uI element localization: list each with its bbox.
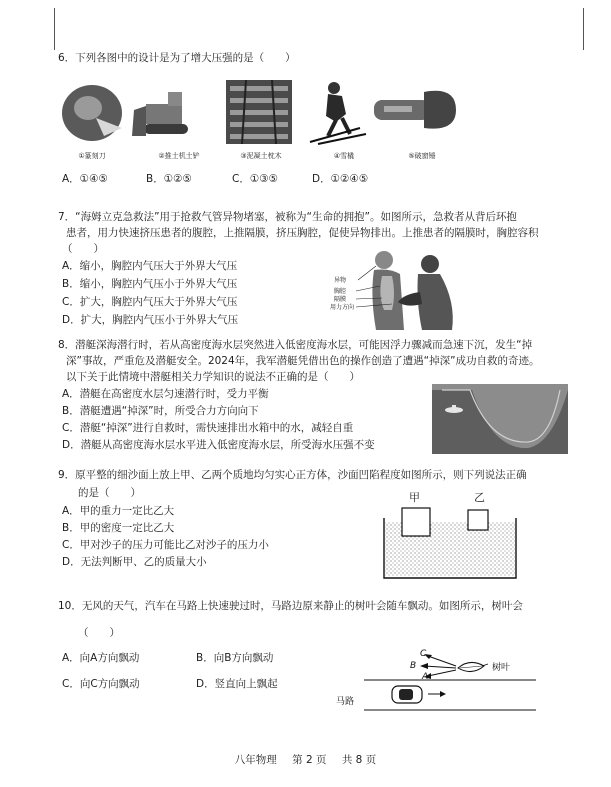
q7-option-d: D．扩大，胸腔内气压小于外界大气压 — [62, 314, 239, 326]
footer-total-pages: 共 8 页 — [341, 754, 377, 766]
q6-caption-3: ③泥凝土枕木 — [240, 152, 282, 160]
q10-option-b: B．向B方向飘动 — [196, 652, 274, 664]
q10-option-c: C．向C方向飘动 — [62, 678, 140, 690]
q10-stem: 10．无风的天气，汽车在马路上快速驶过时，马路边原来静止的树叶会随车飘动。如图所示，树叶会 — [58, 600, 523, 612]
q8-stem-line-1: 8．潜艇深海潜行时，若从高密度海水层突然进入低密度海水层，可能因浮力骤减而急速下沉，发生“掉 — [58, 339, 533, 351]
q6-stem: 6．下列各图中的设计是为了增大压强的是（ ） — [58, 52, 296, 64]
q8-stem-line-2: 深”事故，严重危及潜艇安全。2024年，我军潜艇凭借出色的操作创造了遭遇“掉深”成功自救的奇迹。 — [66, 355, 540, 367]
car-icon — [392, 686, 446, 703]
footer-page-number: 第 2 页 — [292, 754, 327, 766]
q8-option-c: C．潜艇“掉深”进行自救时，需快速排出水箱中的水，减轻自重 — [62, 422, 354, 434]
q7-stem-line-1: 7．“海姆立克急救法”用于抢救气管异物堵塞，被称为“生命的拥抱”。如图所示，急救者从背后环抱 — [58, 211, 517, 223]
q7-stem-line-3: （ ） — [62, 243, 104, 255]
submarine-figure — [432, 384, 568, 454]
label-diaphragm: 隔膜 — [334, 296, 347, 303]
label-force-direction: 用力方向 — [330, 304, 355, 311]
q9-option-c: C．甲对沙子的压力可能比乙对沙子的压力小 — [62, 539, 269, 551]
q6-option-c: C．①③⑤ — [232, 173, 279, 185]
q7-option-c: C．扩大，胸腔内气压大于外界大气压 — [62, 296, 238, 308]
q6-images — [60, 78, 480, 148]
q6-option-d: D．①②④⑤ — [312, 173, 369, 185]
q9-stem-line-1: 9．原平整的细沙面上放上甲、乙两个质地均匀实心正方体，沙面凹陷程度如图所示，则下列说法正确 — [58, 469, 527, 481]
skier-image — [310, 82, 366, 144]
arrow-b-label: B — [410, 661, 417, 671]
label-foreign-body: 异物 — [334, 277, 347, 284]
arrow-c-label: C — [420, 649, 427, 659]
q10-option-a: A．向A方向飘动 — [62, 652, 140, 664]
q8-option-d: D．潜艇从高密度海水层水平进入低密度海水层，所受海水压强不变 — [62, 439, 375, 451]
leaf-label: 树叶 — [492, 663, 511, 673]
sand-figure — [382, 488, 518, 580]
q6-caption-4: ④雪橇 — [333, 152, 355, 160]
q6-caption-5: ⑤破窗锤 — [408, 152, 436, 160]
left-margin-line — [54, 8, 55, 50]
heimlich-figure — [330, 246, 474, 332]
q7-option-a: A．缩小，胸腔内气压大于外界大气压 — [62, 260, 238, 272]
q6-option-b: B．①②⑤ — [146, 173, 192, 185]
q6-caption-1: ①篆刻刀 — [78, 152, 106, 160]
q8-option-a: A．潜艇在高密度水层匀速潜行时，受力平衡 — [62, 388, 269, 400]
label-chest: 胸腔 — [334, 288, 347, 295]
bulldozer-image — [132, 92, 188, 136]
carving-knife-image — [62, 85, 122, 141]
label-yi: 乙 — [474, 491, 485, 504]
q6-option-a: A．①④⑤ — [62, 173, 108, 185]
q10-option-d: D．竖直向上飘起 — [196, 678, 278, 690]
q9-option-b: B．甲的密度一定比乙大 — [62, 522, 175, 534]
arrow-a-label: A — [422, 672, 429, 682]
window-hammer-image — [374, 91, 456, 129]
q7-stem-line-2: 患者，用力快速挤压患者的腹腔，上推隔膜，挤压胸腔，促使异物排出。上推患者的隔膜时，胸腔容积 — [66, 227, 539, 239]
q9-option-d: D．无法判断甲、乙的质量大小 — [62, 556, 207, 568]
q6-caption-2: ②推土机土铲 — [158, 152, 200, 160]
q7-option-b: B．缩小，胸腔内气压小于外界大气压 — [62, 278, 238, 290]
road-label: 马路 — [336, 697, 355, 707]
q8-stem-line-3: 以下关于此情境中潜艇相关力学知识的说法不正确的是（ ） — [66, 371, 360, 383]
leaf-road-figure — [336, 646, 536, 724]
label-jia: 甲 — [409, 491, 420, 504]
q10-paren: （ ） — [78, 627, 120, 639]
q9-option-a: A．甲的重力一定比乙大 — [62, 505, 175, 517]
q8-option-b: B．潜艇遭遇“掉深”时，所受合力方向向下 — [62, 405, 259, 417]
q9-stem-line-2: 的是（ ） — [78, 487, 141, 499]
footer-subject: 八年物理 — [234, 754, 277, 766]
rail-sleepers-image — [226, 80, 292, 144]
right-margin-line — [583, 8, 584, 50]
page-footer — [0, 752, 611, 768]
